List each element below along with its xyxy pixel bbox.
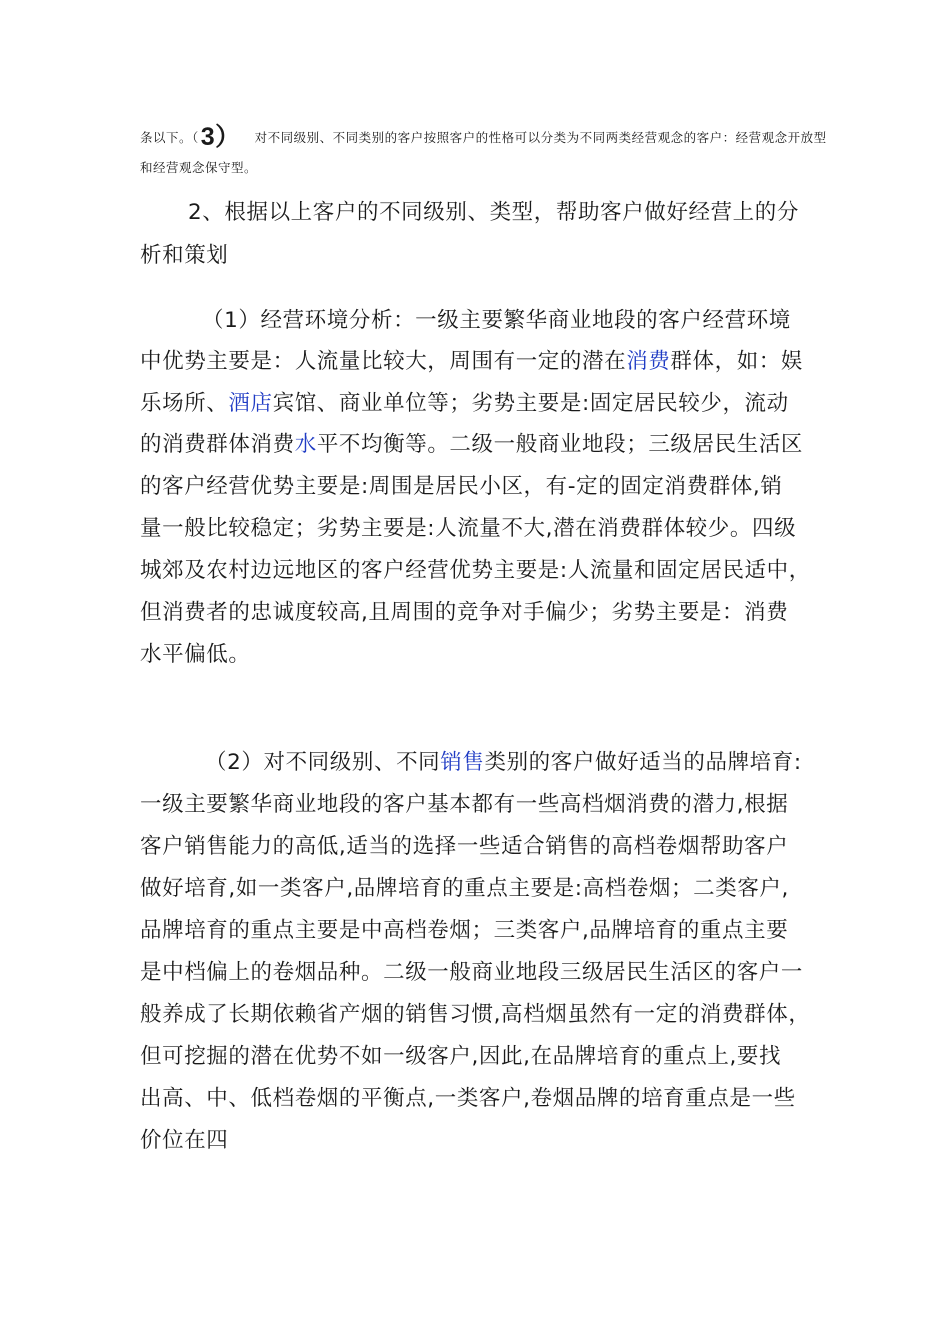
section1-line-2-b: 群体，如：娱 <box>670 349 804 374</box>
section1-line-3-a: 乐场所、 <box>140 391 229 416</box>
section2-line-7: 般养成了长期依赖省产烟的销售习惯,高档烟虽然有一定的消费群体， <box>140 1002 811 1027</box>
section2-line-4: 做好培育,如一类客户,品牌培育的重点主要是:高档卷烟；二类客户, <box>140 876 789 901</box>
section1-line-4-a: 的消费群体消费 <box>140 432 295 457</box>
section1-line-6: 量一般比较稳定；劣势主要是:人流量不大,潜在消费群体较少。四级 <box>140 516 797 541</box>
section1-line-4 <box>140 427 803 458</box>
keyword-link-sales[interactable]: 销售 <box>440 750 485 775</box>
section1-line-7: 城郊及农村边远地区的客户经营优势主要是:人流量和固定居民适中， <box>140 558 811 583</box>
section1-line-3 <box>140 386 789 417</box>
section1-line-2 <box>140 344 803 375</box>
section2-line-8: 但可挖掘的潜在优势不如一级客户,因此,在品牌培育的重点上,要找 <box>140 1044 782 1069</box>
section1-line-2-a: 中优势主要是：人流量比较大，周围有一定的潜在 <box>140 349 627 374</box>
section2-line-1-b: 类别的客户做好适当的品牌培育: <box>484 750 802 775</box>
section1-line-8: 但消费者的忠诚度较高,且周围的竞争对手偏少；劣势主要是：消费 <box>140 600 789 625</box>
section2-line-10: 价位在四 <box>140 1128 229 1153</box>
section2-line-2: 一级主要繁华商业地段的客户基本都有一些高档烟消费的潜力,根据 <box>140 792 789 817</box>
section2-line-1 <box>205 745 802 776</box>
section2-line-5: 品牌培育的重点主要是中高档卷烟；三类客户,品牌培育的重点主要 <box>140 918 789 943</box>
section2-line-3: 客户销售能力的高低,适当的选择一些适合销售的高档卷烟帮助客户 <box>140 834 789 859</box>
intro-lead: 条以下。（ <box>140 130 199 145</box>
section-heading-line-1: 2、根据以上客户的不同级别、类型，帮助客户做好经营上的分 <box>188 200 799 225</box>
section2-line-6: 是中档偏上的卷烟品种。二级一般商业地段三级居民生活区的客户一 <box>140 960 804 985</box>
section-heading-line-2: 析和策划 <box>140 243 229 268</box>
intro-line-2: 和经营观念保守型。 <box>140 160 258 175</box>
keyword-link-hotel[interactable]: 酒店 <box>228 391 273 416</box>
section1-line-1: （1）经营环境分析：一级主要繁华商业地段的客户经营环境 <box>202 308 791 333</box>
section2-line-9: 出高、中、低档卷烟的平衡点,一类客户,卷烟品牌的培育重点是一些 <box>140 1086 796 1111</box>
keyword-link-level[interactable]: 水 <box>294 432 317 457</box>
section1-line-3-b: 宾馆、商业单位等；劣势主要是:固定居民较少，流动 <box>272 391 789 416</box>
section1-line-4-b: 平不均衡等。二级一般商业地段；三级居民生活区 <box>316 432 804 457</box>
section1-line-5: 的客户经营优势主要是:周围是居民小区，有-定的固定消费群体,销 <box>140 474 783 499</box>
section1-line-9: 水平偏低。 <box>140 642 251 667</box>
section2-line-1-a: （2）对不同级别、不同 <box>205 750 441 775</box>
keyword-link-consumption[interactable]: 消费 <box>626 349 671 374</box>
item-number-3: 3） <box>200 123 241 151</box>
intro-line-1 <box>140 117 827 153</box>
intro-text: 对不同级别、不同类别的客户按照客户的性格可以分类为不同两类经营观念的客户：经营观念开放型 <box>254 130 827 145</box>
